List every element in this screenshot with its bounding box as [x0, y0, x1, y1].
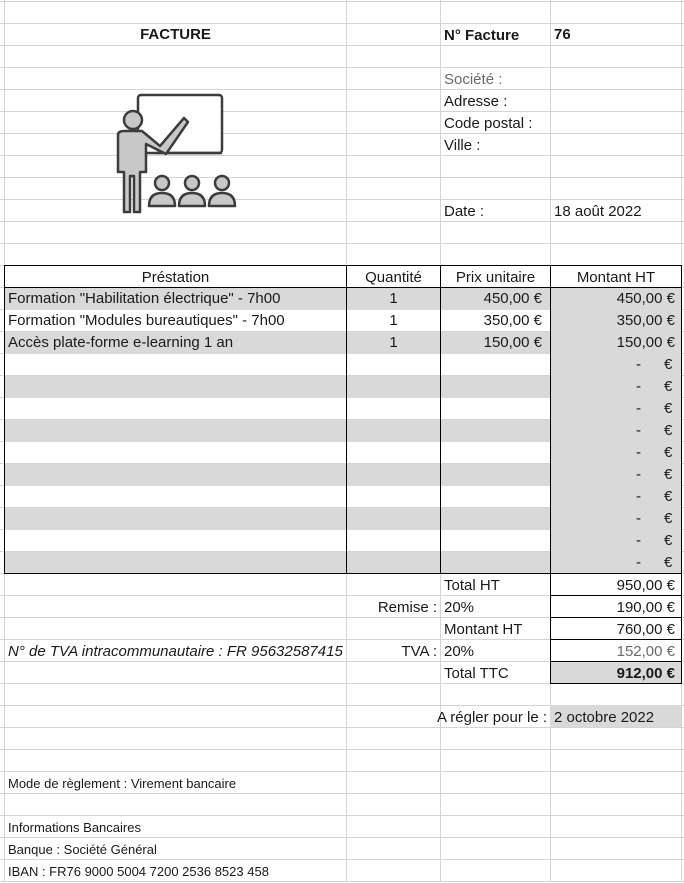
date-label[interactable]: Date :: [444, 203, 485, 220]
cell-montant-euro[interactable]: €: [664, 422, 673, 439]
cell-montant-euro[interactable]: €: [664, 510, 673, 527]
cell-quantite[interactable]: 1: [389, 312, 398, 329]
cell-montant-euro[interactable]: €: [664, 532, 673, 549]
due-date-label[interactable]: A régler pour le :: [436, 709, 547, 726]
ville-label[interactable]: Ville :: [444, 137, 481, 154]
montant-cell-band: [550, 354, 681, 376]
header-prix-unitaire[interactable]: Prix unitaire: [455, 269, 536, 286]
remise-value[interactable]: 190,00 €: [616, 599, 675, 616]
cell-montant-euro[interactable]: €: [664, 378, 673, 395]
header-montant-ht[interactable]: Montant HT: [576, 269, 656, 286]
tva-intracommunautaire[interactable]: N° de TVA intracommunautaire : FR 95632587415: [8, 643, 343, 660]
cell-montant-euro[interactable]: €: [664, 400, 673, 417]
montant-cell-band: [550, 420, 681, 442]
adresse-label[interactable]: Adresse :: [444, 93, 508, 110]
cell-montant-euro[interactable]: €: [664, 356, 673, 373]
cell-prix-unitaire[interactable]: 450,00 €: [483, 290, 542, 307]
montant-cell-band: [550, 552, 681, 574]
cell-montant-ht[interactable]: 450,00 €: [616, 290, 675, 307]
montant-cell-band: [550, 398, 681, 420]
cell-prix-unitaire[interactable]: 150,00 €: [483, 334, 542, 351]
cell-montant-dash[interactable]: -: [636, 444, 641, 461]
cell-montant-dash[interactable]: -: [636, 378, 641, 395]
row-band: [5, 552, 550, 574]
remise-label[interactable]: Remise :: [377, 599, 437, 616]
invoice-title[interactable]: FACTURE: [140, 26, 211, 43]
bank-name[interactable]: Banque : Société Général: [8, 842, 157, 857]
cell-montant-euro[interactable]: €: [664, 466, 673, 483]
total-ht-label[interactable]: Total HT: [444, 577, 500, 594]
row-band: [5, 464, 550, 486]
montant-ht-value[interactable]: 760,00 €: [616, 621, 675, 638]
cell-montant-dash[interactable]: -: [636, 532, 641, 549]
total-ht-value[interactable]: 950,00 €: [616, 577, 675, 594]
cell-montant-euro[interactable]: €: [664, 554, 673, 571]
cell-montant-dash[interactable]: -: [636, 400, 641, 417]
cell-montant-ht[interactable]: 350,00 €: [616, 312, 675, 329]
date-value[interactable]: 18 août 2022: [554, 203, 642, 220]
cell-montant-ht[interactable]: 150,00 €: [616, 334, 675, 351]
payment-mode[interactable]: Mode de règlement : Virement bancaire: [8, 776, 237, 791]
montant-cell-band: [550, 486, 681, 508]
remise-rate[interactable]: 20%: [444, 599, 475, 616]
montant-cell-band: [550, 376, 681, 398]
tva-label[interactable]: TVA :: [401, 643, 437, 660]
bank-info-title[interactable]: Informations Bancaires: [8, 820, 141, 835]
cell-montant-euro[interactable]: €: [664, 488, 673, 505]
tva-value[interactable]: 152,00 €: [616, 643, 675, 660]
cell-prix-unitaire[interactable]: 350,00 €: [483, 312, 542, 329]
bank-iban[interactable]: IBAN : FR76 9000 5004 7200 2536 8523 458: [8, 864, 269, 879]
row-band: [5, 508, 550, 530]
montant-cell-band: [550, 442, 681, 464]
montant-cell-band: [550, 508, 681, 530]
cell-montant-dash[interactable]: -: [636, 554, 641, 571]
header-quantite[interactable]: Quantité: [365, 269, 422, 286]
invoice-number-label[interactable]: N° Facture: [444, 27, 520, 44]
cell-montant-euro[interactable]: €: [664, 444, 673, 461]
cell-prestation[interactable]: Accès plate-forme e-learning 1 an: [8, 334, 234, 351]
montant-ht-label[interactable]: Montant HT: [444, 621, 523, 638]
presenter-training-icon: [104, 92, 240, 216]
row-band: [5, 420, 550, 442]
cell-montant-dash[interactable]: -: [636, 356, 641, 373]
societe-label[interactable]: Société :: [444, 71, 503, 88]
cell-montant-dash[interactable]: -: [636, 488, 641, 505]
cell-quantite[interactable]: 1: [389, 290, 398, 307]
code-postal-label[interactable]: Code postal :: [444, 115, 533, 132]
cell-montant-dash[interactable]: -: [636, 510, 641, 527]
montant-cell-band: [550, 530, 681, 552]
cell-montant-dash[interactable]: -: [636, 466, 641, 483]
cell-prestation[interactable]: Formation "Habilitation électrique" - 7h00: [8, 290, 281, 307]
total-ttc-label[interactable]: Total TTC: [444, 665, 509, 682]
due-date-value[interactable]: 2 octobre 2022: [554, 709, 655, 726]
total-ttc-value[interactable]: 912,00 €: [616, 665, 675, 682]
montant-cell-band: [550, 464, 681, 486]
row-band: [5, 376, 550, 398]
cell-montant-dash[interactable]: -: [636, 422, 641, 439]
header-prestation[interactable]: Préstation: [141, 269, 210, 286]
tva-rate[interactable]: 20%: [444, 643, 475, 660]
invoice-number-value[interactable]: 76: [554, 26, 571, 43]
cell-prestation[interactable]: Formation "Modules bureautiques" - 7h00: [8, 312, 285, 329]
cell-quantite[interactable]: 1: [389, 334, 398, 351]
